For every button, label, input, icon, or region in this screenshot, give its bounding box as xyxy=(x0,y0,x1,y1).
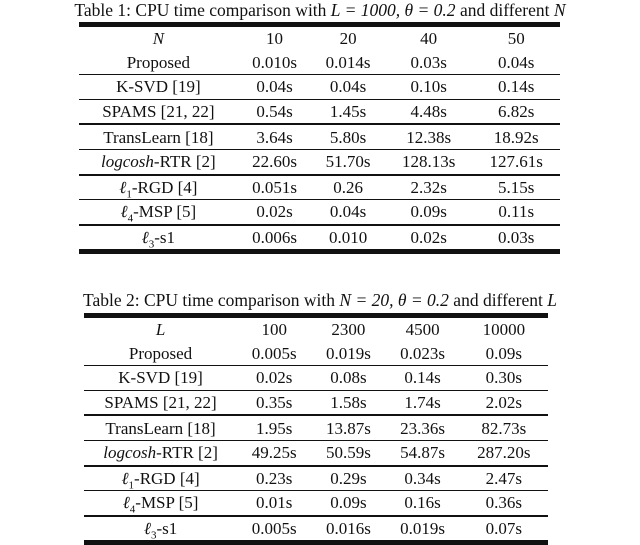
method-name: -RGD [4] xyxy=(134,468,200,488)
method-italic: logcosh xyxy=(101,152,154,172)
table-row xyxy=(79,75,560,100)
value-cell: 0.54s xyxy=(238,99,312,124)
value-cell: 0.23s xyxy=(237,466,311,491)
method-name: Proposed xyxy=(126,52,190,72)
method-name: K-SVD [19] xyxy=(118,368,203,388)
header-cell: 2300 xyxy=(331,320,366,340)
header-row xyxy=(79,25,560,51)
method-cell xyxy=(84,342,237,366)
table-header xyxy=(84,316,548,342)
caption-suffix: and different xyxy=(453,290,543,310)
method-cell xyxy=(79,149,238,174)
table-header xyxy=(79,25,560,51)
header-cell: 10 xyxy=(266,29,284,49)
ell-subscript: 3 xyxy=(148,238,155,251)
method-name: -MSP [5] xyxy=(133,202,197,222)
table-row xyxy=(79,51,560,75)
table-row xyxy=(84,440,548,465)
caption-label: Table 1: xyxy=(74,0,132,20)
value-cell: 1.95s xyxy=(237,415,311,440)
caption-math: L = 1000, θ = 0.2 xyxy=(330,0,456,20)
value-cell: 0.01s xyxy=(237,491,311,516)
value-cell: 1.58s xyxy=(311,390,385,415)
value-cell: 0.006s xyxy=(252,228,297,248)
value-cell: 0.005s xyxy=(237,342,311,366)
caption-text: CPU time comparison with xyxy=(135,0,327,20)
method-name: -MSP [5] xyxy=(135,493,199,513)
value-cell: 51.70s xyxy=(311,149,385,174)
method-italic: logcosh xyxy=(103,443,157,463)
caption-var: N xyxy=(553,0,566,20)
value-cell: 0.02s xyxy=(237,366,311,391)
value-cell: 23.36s xyxy=(386,415,460,440)
ell-subscript: 4 xyxy=(127,212,134,225)
value-cell: 0.09s xyxy=(460,342,548,366)
value-cell: 0.02s xyxy=(238,200,312,225)
method-name: -s1 xyxy=(154,228,176,248)
value-cell: 287.20s xyxy=(460,440,548,465)
table2 xyxy=(84,313,548,545)
value-cell: 3.64s xyxy=(238,124,312,149)
ell-symbol: ℓ xyxy=(143,519,151,539)
value-cell: 4.48s xyxy=(385,99,473,124)
value-cell: 82.73s xyxy=(460,415,548,440)
value-cell: 5.15s xyxy=(472,175,560,200)
ell-subscript: 1 xyxy=(128,479,135,492)
method-name: -RTR [2] xyxy=(153,152,216,172)
value-cell: 54.87s xyxy=(386,440,460,465)
value-cell: 0.03s xyxy=(385,51,473,75)
value-cell: 0.14s xyxy=(386,366,460,391)
table-row xyxy=(79,99,560,124)
table-row xyxy=(79,124,560,149)
value-cell: 0.010 xyxy=(328,228,368,248)
method-cell xyxy=(84,390,237,415)
header-cell: 10000 xyxy=(482,320,526,340)
ell-subscript: 1 xyxy=(126,188,132,201)
value-cell: 0.34s xyxy=(386,466,460,491)
value-cell: 49.25s xyxy=(237,440,311,465)
value-cell: 0.019s xyxy=(400,519,446,539)
table-row xyxy=(84,366,548,391)
value-cell: 12.38s xyxy=(385,124,473,149)
table-row xyxy=(79,149,560,174)
ell-symbol: ℓ xyxy=(121,468,129,488)
method-cell xyxy=(79,99,238,124)
method-name: -s1 xyxy=(156,519,178,539)
header-row xyxy=(84,316,548,342)
value-cell: 0.010s xyxy=(238,51,312,75)
value-cell: 22.60s xyxy=(238,149,312,174)
table-row xyxy=(84,491,548,516)
value-cell: 2.47s xyxy=(460,466,548,491)
value-cell: 0.35s xyxy=(237,390,311,415)
method-cell xyxy=(79,200,238,225)
value-cell: 0.016s xyxy=(325,519,371,539)
header-cell: 50 xyxy=(507,29,525,49)
method-name: -RTR [2] xyxy=(156,443,218,463)
value-cell: 0.014s xyxy=(311,51,385,75)
value-cell: 0.051s xyxy=(238,175,312,200)
value-cell: 0.10s xyxy=(385,75,473,100)
ell-symbol: ℓ xyxy=(122,493,130,513)
method-cell xyxy=(84,466,237,491)
caption-var: L xyxy=(547,290,557,310)
table2-caption xyxy=(0,290,640,311)
table1 xyxy=(79,22,560,254)
value-cell: 127.61s xyxy=(472,149,560,174)
value-cell: 0.04s xyxy=(472,51,560,75)
value-cell: 2.02s xyxy=(460,390,548,415)
method-name: K-SVD [19] xyxy=(116,77,201,97)
header-cell: 100 xyxy=(261,320,287,340)
method-cell xyxy=(79,175,238,200)
value-cell: 0.07s xyxy=(485,519,523,539)
value-cell: 0.03s xyxy=(498,228,535,248)
method-cell xyxy=(79,75,238,100)
method-name: SPAMS [21, 22] xyxy=(102,102,215,122)
caption-math: N = 20, θ = 0.2 xyxy=(339,290,449,310)
table-row xyxy=(79,175,560,200)
header-cell: 20 xyxy=(339,29,357,49)
method-name: TransLearn [18] xyxy=(105,418,216,438)
value-cell: 0.16s xyxy=(386,491,460,516)
header-cell: N xyxy=(152,29,165,49)
value-cell: 0.04s xyxy=(311,200,385,225)
value-cell: 1.74s xyxy=(386,390,460,415)
table-row xyxy=(84,466,548,491)
method-name: SPAMS [21, 22] xyxy=(104,393,217,413)
value-cell: 0.005s xyxy=(251,519,297,539)
value-cell: 0.09s xyxy=(385,200,473,225)
table-row xyxy=(84,342,548,366)
value-cell: 0.29s xyxy=(311,466,385,491)
ell-symbol: ℓ xyxy=(141,228,149,248)
ell-symbol: ℓ xyxy=(119,177,127,197)
table-row xyxy=(84,516,548,543)
method-cell xyxy=(84,415,237,440)
ell-subscript: 3 xyxy=(150,529,157,542)
caption-label: Table 2: xyxy=(83,290,140,310)
value-cell: 13.87s xyxy=(311,415,385,440)
ell-symbol: ℓ xyxy=(120,202,128,222)
value-cell: 0.14s xyxy=(472,75,560,100)
value-cell: 0.019s xyxy=(311,342,385,366)
method-name: Proposed xyxy=(128,343,193,363)
method-name: TransLearn [18] xyxy=(103,127,214,147)
header-cell: 40 xyxy=(420,29,438,49)
value-cell: 0.04s xyxy=(311,75,385,100)
value-cell: 0.02s xyxy=(410,228,447,248)
value-cell: 0.36s xyxy=(460,491,548,516)
value-cell: 0.30s xyxy=(460,366,548,391)
value-cell: 2.32s xyxy=(385,175,473,200)
table-row xyxy=(84,415,548,440)
method-cell xyxy=(79,51,238,75)
value-cell: 0.09s xyxy=(311,491,385,516)
value-cell: 18.92s xyxy=(472,124,560,149)
value-cell: 50.59s xyxy=(311,440,385,465)
method-cell xyxy=(79,124,238,149)
value-cell: 0.26 xyxy=(311,175,385,200)
method-name: -RGD [4] xyxy=(131,177,198,197)
value-cell: 6.82s xyxy=(472,99,560,124)
header-cell: 4500 xyxy=(405,320,440,340)
caption-suffix: and different xyxy=(459,0,550,20)
table1-caption xyxy=(0,0,640,21)
method-cell xyxy=(84,516,237,543)
value-cell: 0.04s xyxy=(238,75,312,100)
ell-subscript: 4 xyxy=(129,503,136,516)
table-body xyxy=(84,342,548,543)
value-cell: 5.80s xyxy=(311,124,385,149)
method-cell xyxy=(84,491,237,516)
header-cell: L xyxy=(155,320,166,340)
table-row xyxy=(84,390,548,415)
table-body xyxy=(79,51,560,252)
value-cell: 1.45s xyxy=(311,99,385,124)
value-cell: 128.13s xyxy=(385,149,473,174)
value-cell: 0.08s xyxy=(311,366,385,391)
method-cell xyxy=(79,225,238,252)
caption-text: CPU time comparison with xyxy=(144,290,336,310)
method-cell xyxy=(84,366,237,391)
method-cell xyxy=(84,440,237,465)
table-row xyxy=(79,200,560,225)
value-cell: 0.023s xyxy=(386,342,460,366)
table-row xyxy=(79,225,560,252)
value-cell: 0.11s xyxy=(472,200,560,225)
